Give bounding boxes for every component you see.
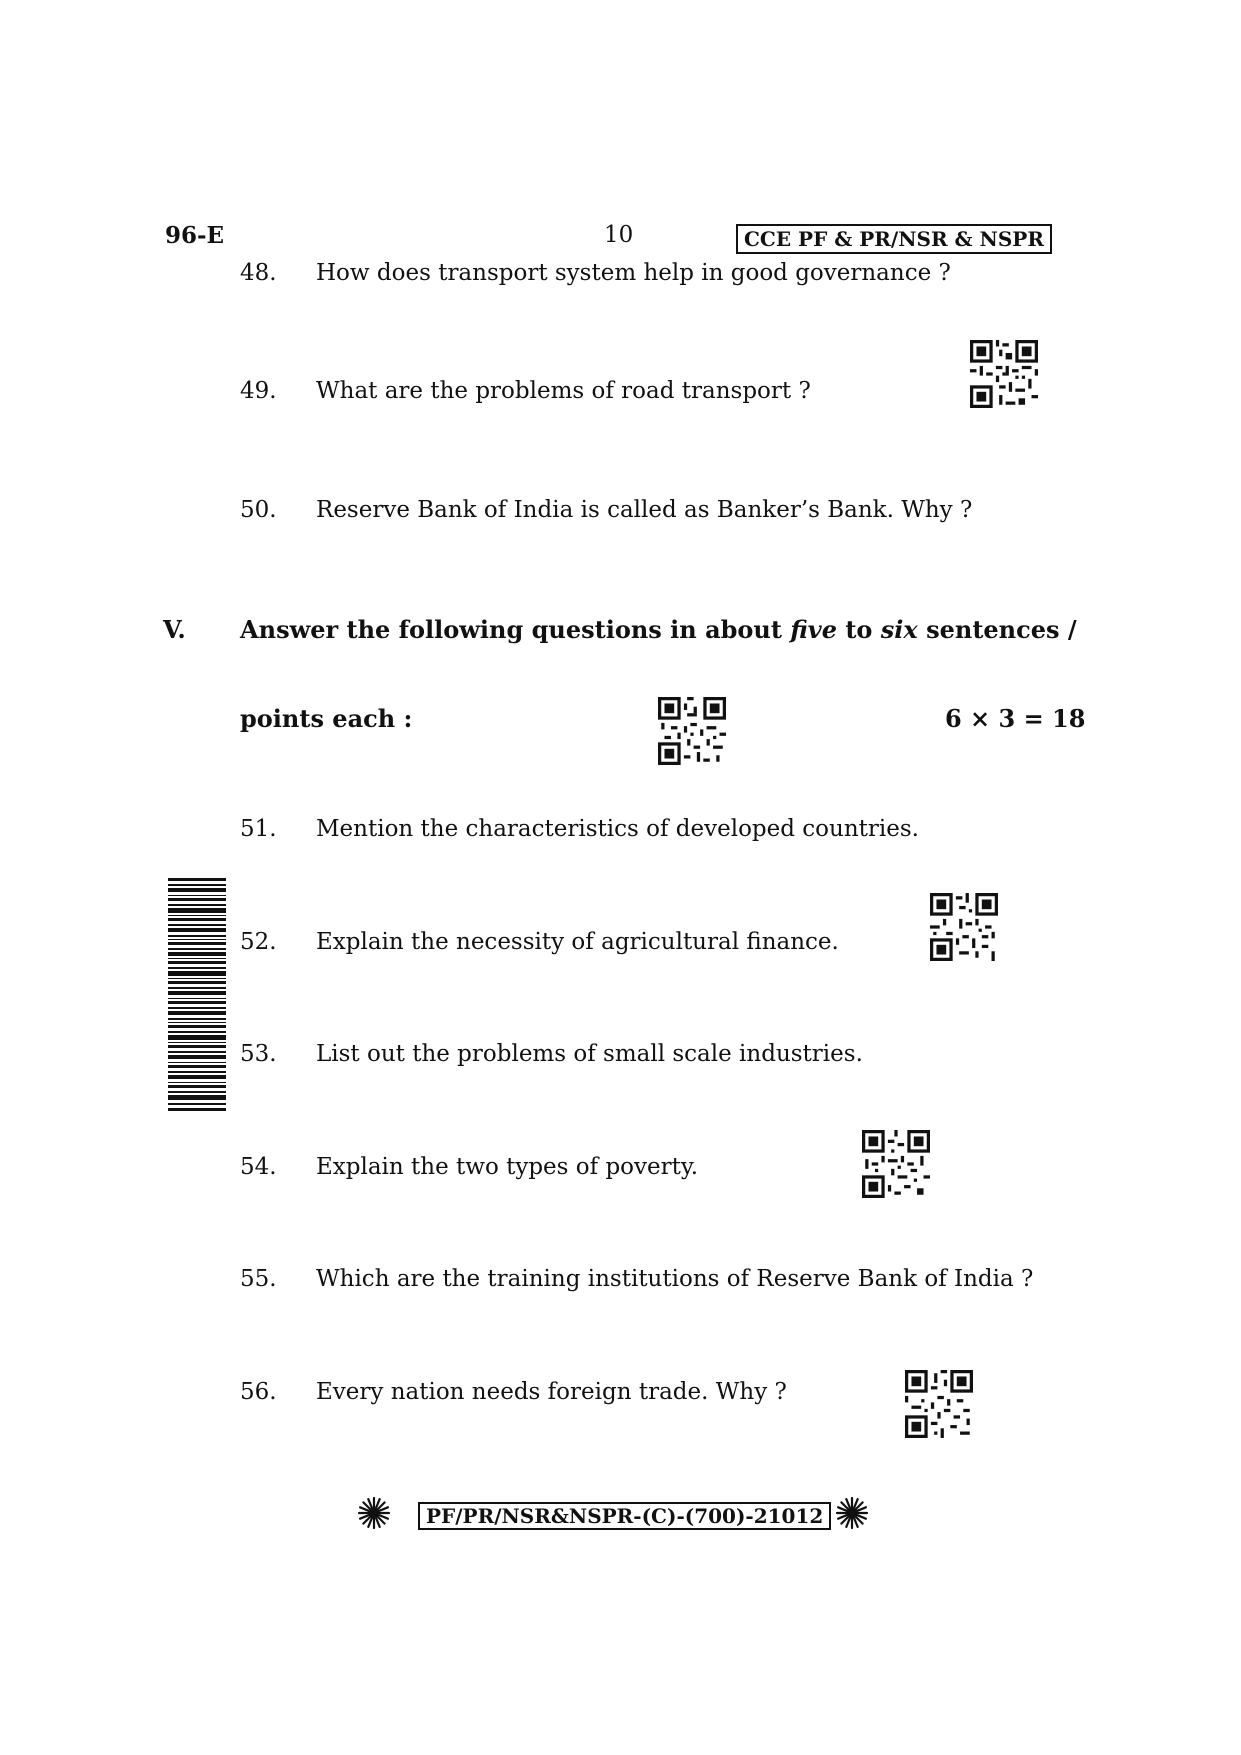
question-text: How does transport system help in good governance ? [316, 260, 951, 286]
question-text: Which are the training institutions of Reserve Bank of India ? [316, 1266, 1034, 1292]
question-number: 49. [240, 378, 277, 404]
question-number: 52. [240, 929, 277, 955]
question-48 [240, 260, 951, 286]
question-text: What are the problems of road transport ? [316, 378, 811, 404]
asterisk-star-icon [357, 1496, 391, 1530]
question-number: 56. [240, 1379, 277, 1405]
instruction-to: to [836, 615, 881, 644]
question-number: 50. [240, 497, 277, 523]
section-instruction-line2: points each : [240, 704, 413, 733]
question-49 [240, 378, 811, 404]
asterisk-star-icon [835, 1496, 869, 1530]
footer-code-box: PF/PR/NSR&NSPR-(C)-(700)-21012 [418, 1502, 831, 1530]
question-52 [240, 929, 839, 955]
instruction-five: five [790, 615, 837, 644]
instruction-six: six [880, 615, 918, 644]
section-instruction [240, 615, 1077, 644]
question-text: List out the problems of small scale industries. [316, 1041, 863, 1067]
question-55 [240, 1266, 1033, 1292]
question-51 [240, 816, 919, 842]
question-53 [240, 1041, 863, 1067]
qr-code-icon [862, 1130, 930, 1198]
question-text: Reserve Bank of India is called as Banker’s Bank. Why ? [316, 497, 973, 523]
question-number: 55. [240, 1266, 277, 1292]
qr-code-icon [905, 1370, 973, 1438]
instruction-start: Answer the following questions in about [240, 615, 791, 644]
question-number: 53. [240, 1041, 277, 1067]
exam-code-box: CCE PF & PR/NSR & NSPR [736, 224, 1052, 254]
instruction-end: sentences / [917, 615, 1077, 644]
question-number: 48. [240, 260, 277, 286]
qr-code-icon [970, 340, 1038, 408]
paper-code: 96-E [165, 222, 225, 249]
qr-code-icon [930, 893, 998, 961]
question-text: Every nation needs foreign trade. Why ? [316, 1379, 787, 1405]
question-text: Explain the two types of poverty. [316, 1154, 699, 1180]
barcode-icon [168, 878, 226, 1114]
question-text: Mention the characteristics of developed countries. [316, 816, 919, 842]
question-56 [240, 1379, 787, 1405]
question-number: 54. [240, 1154, 277, 1180]
question-50 [240, 497, 972, 523]
section-number: V. [163, 615, 186, 644]
question-text: Explain the necessity of agricultural finance. [316, 929, 839, 955]
page-number: 10 [604, 222, 634, 248]
question-number: 51. [240, 816, 277, 842]
qr-code-icon [658, 697, 726, 765]
question-54 [240, 1154, 698, 1180]
section-marks: 6 × 3 = 18 [945, 704, 1086, 733]
